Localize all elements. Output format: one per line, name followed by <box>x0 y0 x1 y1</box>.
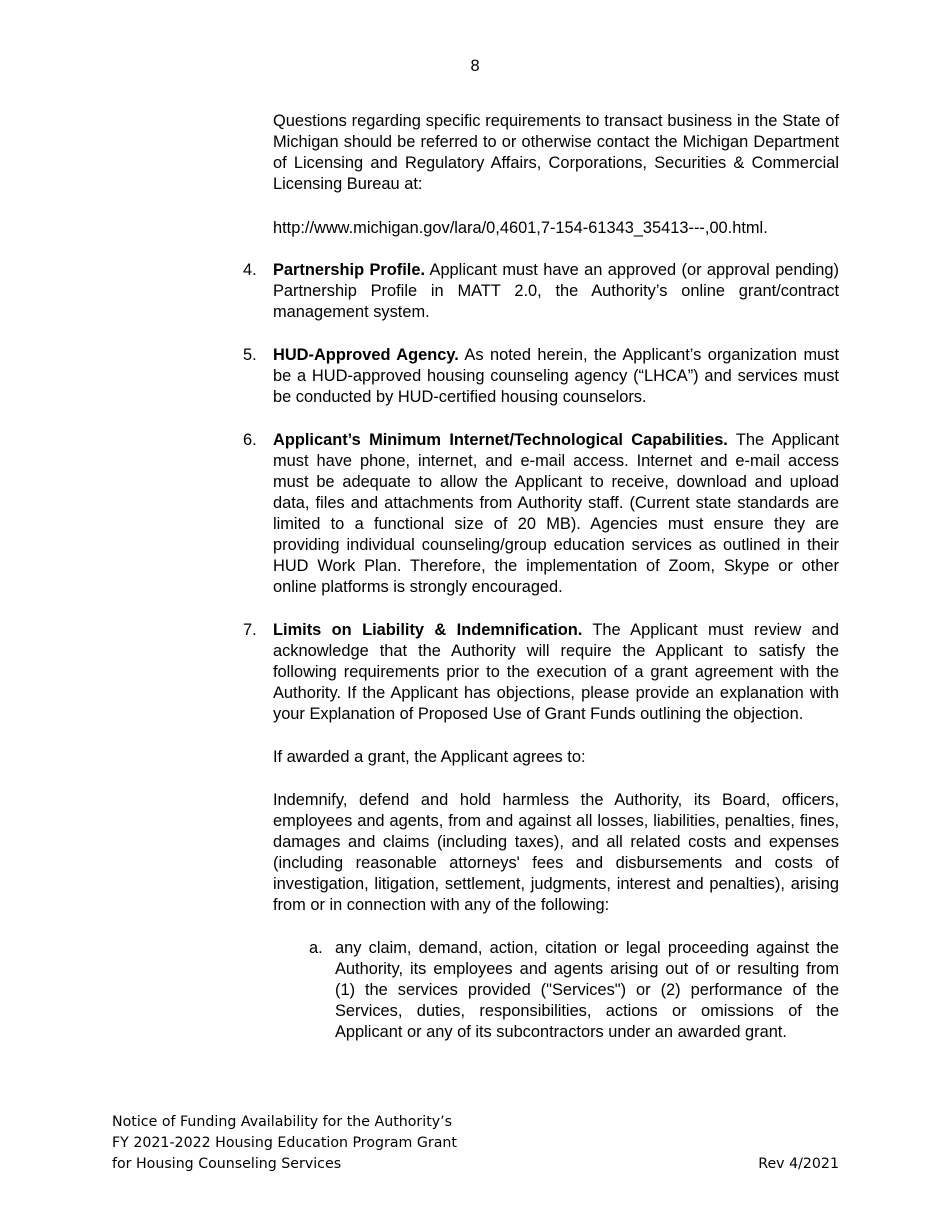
list-item-technological-capabilities <box>243 430 839 598</box>
page-number: 8 <box>470 57 480 75</box>
list-item-heading: Applicant’s Minimum Internet/Technological Capabilities. <box>273 431 728 449</box>
list-item-number: 6. <box>243 431 257 449</box>
sub-list-item-a <box>309 938 839 1043</box>
list-item-number: 7. <box>243 621 257 639</box>
list-item-body: As noted herein, the Applicant’s organization must be a HUD-approved housing counseling agency (“LHCA”) and services must be conducted by HUD-certified housing counselors. <box>273 346 839 406</box>
sub-list-item-letter: a. <box>309 939 323 957</box>
page-footer <box>112 1112 839 1175</box>
list-item-hud-approved-agency <box>243 345 839 408</box>
list-item-body: The Applicant must review and acknowledge that the Authority will require the Applicant to satisfy the following requirements prior to the execution of a grant agreement with the Authority. If the Applicant has objections, please provide an explanation with your Explanation of Proposed Use of Grant Funds outlining the objection. <box>273 621 839 723</box>
list-item-partnership-profile <box>243 260 839 323</box>
list-item-number: 5. <box>243 346 257 364</box>
footer-line-1: Notice of Funding Availability for the Authority’s <box>112 1114 453 1130</box>
list-item-heading: HUD-Approved Agency. <box>273 346 459 364</box>
sub-list-item-text: any claim, demand, action, citation or legal proceeding against the Authority, its employees and agents arising out of or resulting from (1) the services provided ("Services") or (2) performance of the Services, duties, responsibilities, actions or omissions of the Applicant or any of its subcontractors under an awarded grant. <box>335 939 839 1041</box>
indemnify-paragraph: Indemnify, defend and hold harmless the Authority, its Board, officers, employees and agents, from and against all losses, liabilities, penalties, fines, damages and claims (including taxes), and all related costs and expenses (including reasonable attorneys' fees and disbursements and costs of investigation, litigation, settlement, judgments, interest and penalties), arising from or in connection with any of the following: <box>273 791 839 914</box>
footer-revision: Rev 4/2021 <box>758 1156 839 1172</box>
list-item-number: 4. <box>243 261 257 279</box>
list-item-body: Applicant must have an approved (or approval pending) Partnership Profile in MATT 2.0, the Authority’s online grant/contract management system. <box>273 261 839 321</box>
list-item-heading: Partnership Profile. <box>273 261 426 279</box>
agree-paragraph: If awarded a grant, the Applicant agrees to: <box>273 748 586 766</box>
list-item-limits-on-liability <box>243 620 839 725</box>
footer-line-2: FY 2021-2022 Housing Education Program Grant <box>112 1135 457 1151</box>
lara-url: http://www.michigan.gov/lara/0,4601,7-154-61343_35413---,00.html. <box>273 219 768 237</box>
intro-paragraph: Questions regarding specific requirements to transact business in the State of Michigan should be referred to or otherwise contact the Michigan Department of Licensing and Regulatory Affairs, Corporations, Securities & Commercial Licensing Bureau at: <box>273 112 839 193</box>
list-item-heading: Limits on Liability & Indemnification. <box>273 621 583 639</box>
footer-line-3: for Housing Counseling Services <box>112 1156 342 1172</box>
list-item-body: The Applicant must have phone, internet, and e-mail access. Internet and e-mail access must be adequate to allow the Applicant to receive, download and upload data, files and attachments from Authority staff. (Current state standards are limited to a functional size of 20 MB). Agencies must ensure they are providing individual counseling/group education services as outlined in their HUD Work Plan. Therefore, the implementation of Zoom, Skype or other online platforms is strongly encouraged. <box>273 431 839 596</box>
